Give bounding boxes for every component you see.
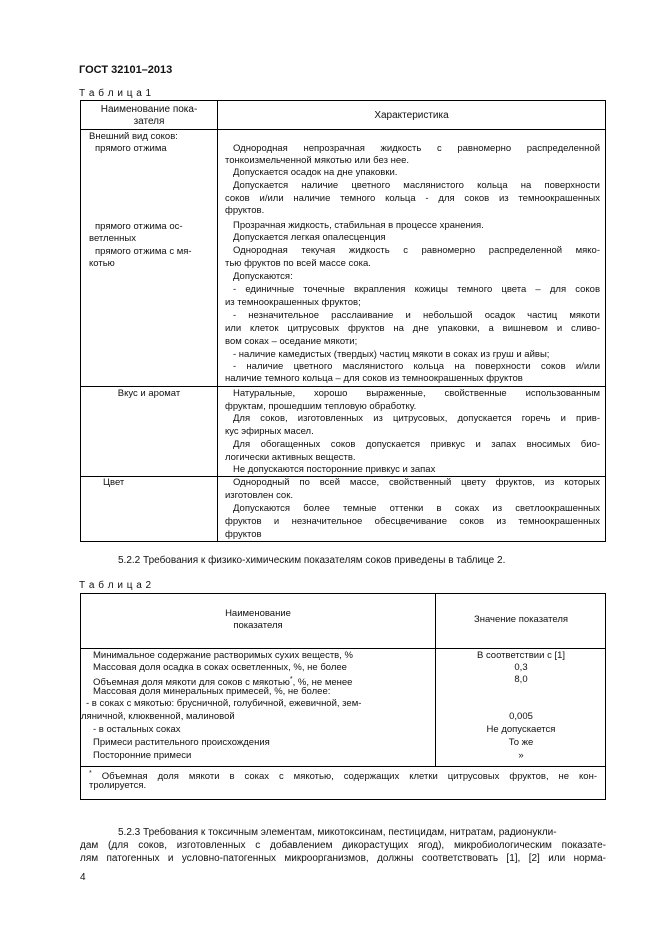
t2-row: Посторонние примеси — [93, 750, 192, 761]
t1-text: Натуральные, хорошо выраженные, свойственные использованным — [233, 388, 600, 399]
t1-text: логически активных веществ. — [225, 452, 356, 463]
table1-cell-direct: прямого отжима — [95, 143, 167, 154]
t2-row: ляничной, клюквенной, малиновой — [81, 711, 235, 722]
t1-text: тью фруктов по всей массе сока. — [225, 258, 371, 269]
t1-text: или клеток цитрусовых фруктов на дне упаковки, а вишневом и сливо- — [225, 323, 600, 334]
t2-row: - в соках с мякотью: брусничной, голубичной, ежевичной, зем- — [86, 698, 362, 709]
t2-row: Примеси растительного происхождения — [93, 737, 270, 748]
table1-cell-color: Цвет — [103, 477, 125, 488]
paragraph-5-2-3-line2: дам (для соков, изготовленных с добавлением дикорастущих ягод), микробиологическим показате- — [80, 840, 606, 851]
t2-value: 8,0 — [514, 674, 528, 685]
table1-header-characteristic: Характеристика — [374, 110, 449, 121]
table2-footnote: * Объемная доля мякоти в соках с мякотью, содержащих клетки цитрусовых фруктов, не кон- — [89, 770, 597, 783]
t1-text: - незначительное расслаивание и небольшой осадок частиц мякоти — [233, 310, 600, 321]
t2-value: В соответствии с [1] — [476, 650, 566, 661]
t1-text: Допускаются: — [233, 271, 293, 282]
t1-text: тонкоизмельченной мякотью или без нее. — [225, 155, 410, 166]
t1-text: Допускаются более темные оттенки в соках из светлоокрашенных — [233, 503, 600, 514]
t2-value: То же — [508, 737, 534, 748]
t2-row: Массовая доля минеральных примесей, %, не более: — [93, 686, 331, 697]
t1-text: - наличие камедистых (твердых) частиц мякоти в соках из груш и айвы; — [233, 349, 550, 360]
t1-text: Допускается осадок на дне упаковки. — [233, 167, 398, 178]
page-number: 4 — [80, 872, 86, 883]
t2-value: Не допускается — [486, 724, 556, 735]
table2-caption: Т а б л и ц а 2 — [79, 580, 152, 591]
table1-caption: Т а б л и ц а 1 — [79, 88, 152, 99]
paragraph-5-2-2: 5.2.2 Требования к физико-химическим показателям соков приведены в таблице 2. — [118, 555, 506, 566]
table1 — [80, 100, 606, 542]
paragraph-5-2-3: 5.2.3 Требования к токсичным элементам, микотоксинам, пестицидам, нитратам, радионукли- — [118, 827, 557, 838]
t1-text: из темноокрашенных фруктов; — [225, 297, 361, 308]
t1-text: вом соках – оседание мякоти; — [225, 336, 358, 347]
table2-header-value: Значение показателя — [473, 614, 569, 625]
t1-text: фруктам, прошедшим тепловую обработку. — [225, 401, 417, 412]
t1-text: Для соков, изготовленных из цитрусовых, допускается горечь и прив- — [233, 413, 600, 424]
t2-row: Минимальное содержание растворимых сухих веществ, % — [93, 650, 353, 661]
t2-value: 0,3 — [514, 662, 528, 673]
table2-header-name: Наименование показателя — [225, 608, 291, 631]
t1-text: фруктов. — [225, 205, 265, 216]
t2-row: - в остальных соках — [93, 724, 181, 735]
document-code: ГОСТ 32101–2013 — [79, 64, 173, 76]
table1-cell-pulp: прямого отжима с мя- — [95, 246, 192, 257]
t1-text: Для обогащенных соков допускается привкус и запах вносимых био- — [233, 439, 600, 450]
t1-text: фруктов — [225, 529, 262, 540]
t1-text: кус эфирных масел. — [225, 426, 314, 437]
t1-text: Не допускаются посторонние привкус и запах — [233, 464, 436, 475]
t1-text: наличие темного кольца – для соков из темноокрашенных фруктов — [225, 373, 523, 384]
table1-cell-pulp-2: котью — [89, 258, 115, 269]
table1-cell-clarified-2: ветленных — [89, 233, 136, 244]
t1-text: фруктов и незначительное обесцвечивание соков из темноокрашенных — [225, 516, 600, 527]
t1-text: изготовлен сок. — [225, 490, 293, 501]
t1-text: Прозрачная жидкость, стабильная в процессе хранения. — [233, 220, 484, 231]
t1-text: Однородная непрозрачная жидкость с равномерно распределенной — [233, 143, 600, 154]
t1-text: Допускается легкая опалесценция — [233, 232, 386, 243]
t2-value: 0,005 — [509, 711, 533, 722]
table1-cell-appearance: Внешний вид соков: — [89, 131, 178, 142]
t2-row: Массовая доля осадка в соках осветленных, %, не более — [93, 662, 347, 673]
t1-text: Однородный по всей массе, свойственный цвету фруктов, из которых — [233, 477, 600, 488]
t1-text: - единичные точечные вкрапления кожицы темного цвета – для соков — [233, 284, 600, 295]
table2 — [80, 593, 606, 800]
t2-value: » — [518, 750, 524, 761]
table2-footnote-2: тролируется. — [89, 780, 147, 791]
paragraph-5-2-3-line3: лям патогенных и условно-патогенных микроорганизмов, должны соответствовать [1], [2] или норма- — [80, 853, 606, 864]
t1-text: Допускается наличие цветного маслянистого кольца на поверхности — [233, 180, 600, 191]
table1-cell-taste: Вкус и аромат — [117, 388, 181, 399]
t2-row: Объемная доля мякоти для соков с мякотью*, %, не менее — [93, 676, 353, 689]
t1-text: Однородная текучая жидкость с равномерно распределенной мяко- — [233, 245, 600, 256]
table1-cell-clarified: прямого отжима ос- — [95, 221, 183, 232]
t1-text: - наличие цветного маслянистого кольца на поверхности соков и/или — [233, 361, 600, 372]
t1-text: соков и/или наличие темного кольца - для соков из темноокрашенных — [225, 193, 600, 204]
table1-header-name: Наименование пока- зателя — [100, 104, 198, 127]
